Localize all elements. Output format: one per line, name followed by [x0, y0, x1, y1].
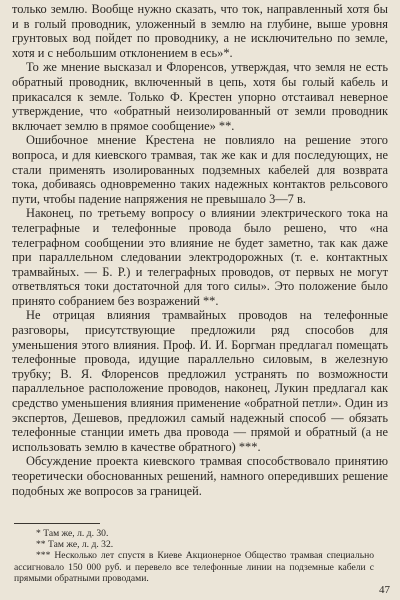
footnote-divider: [14, 523, 100, 524]
paragraph-5: Не отрицая влияния трамвайных проводов на телефонные разговоры, присутствующие предложили ряд способов для уменьшения этого влияния. Проф. И. И. Боргман предлагал помещать телефонные провода, идущие параллельно силовым, в железную трубку; В. Я. Флоренсов предложил устранять по возможности параллельное расположение проводов, наконец, Лукин предлагал как средство уменьшения влияния применение «обратной петли». Один из экспертов, Дешевов, предложил самый надежный способ — обязать телефонные станции иметь два провода — прямой и обратный (а не использовать землю в качестве обратного) ***.: [12, 308, 388, 454]
paragraph-4: Наконец, по третьему вопросу о влиянии электрического тока на телеграфные и телефонные провода было решено, что «на телеграфном сообщении это влияние не будет заметно, так как даже при параллельном следовании электродорожных (т. е. контактных трамвайных. — Б. Р.) и телеграфных проводов, от первых не могут ответвляться токи достаточной для того силы». Это положение было принято собранием без возражений **.: [12, 206, 388, 308]
main-text: [12, 2, 388, 498]
paragraph-2: То же мнение высказал и Флоренсов, утверждая, что земля не есть обратный проводник, включенный в цепь, хотя бы голый кабель и прикасался к земле. Только Ф. Крестен упорно отстаивал неверное утверждение, что «обратный неизолированный от земли проводник включает землю в прямое сообщение» **.: [12, 60, 388, 133]
footnote-3: *** Несколько лет спустя в Киеве Акционерное Общество трамвая специально ассигновало 150 000 руб. и перевело все телефонные линии на подземные кабели с прямыми обратными проводами.: [14, 550, 374, 584]
paragraph-1: только землю. Вообще нужно сказать, что ток, направленный хотя бы и в голый проводник, уложенный в землю на глубине, выше уровня грунтовых вод пойдет по проводнику, а не исключительно по земле, хотя и с небольшим отклонением в есь»*.: [12, 2, 388, 60]
paragraph-3: Ошибочное мнение Крестена не повлияло на решение этого вопроса, и для киевского трамвая, так же как и для последующих, не стали применять изолированных подземных кабелей для возврата тока, добиваясь одновременно таких надежных контактов рельсового пути, чтобы падение напряжения не превышало 3—7 в.: [12, 133, 388, 206]
page-number: 47: [379, 584, 390, 596]
footnote-1: * Там же, л. д. 30.: [36, 528, 109, 539]
footnote-2: ** Там же, л. д. 32.: [36, 539, 114, 551]
footnotes: [14, 528, 374, 584]
paragraph-6: Обсуждение проекта киевского трамвая способствовало принятию теоретически обоснованных решений, намного опередивших решение подобных же вопросов за границей.: [12, 454, 388, 498]
